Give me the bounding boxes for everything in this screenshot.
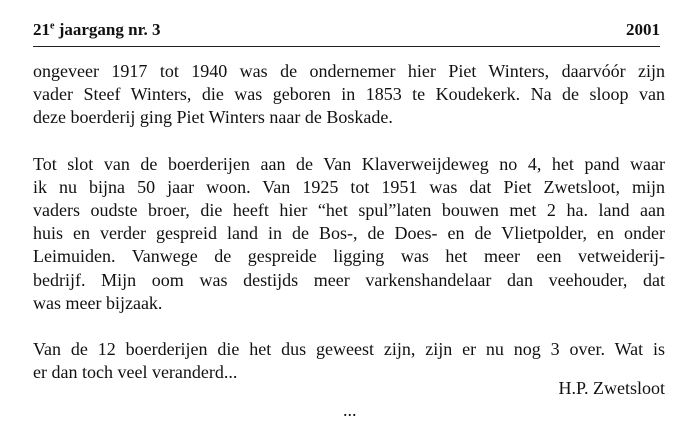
text-line: was meer bijzaak. bbox=[33, 292, 163, 313]
page-header bbox=[33, 18, 660, 47]
text-line: Tot slot van de boerderijen aan de Van Klaverweijdeweg no 4, het pand waar bbox=[33, 153, 665, 174]
paragraph-2 bbox=[33, 153, 665, 315]
text-line: er dan toch veel veranderd... bbox=[33, 362, 238, 383]
volume-number: 21 bbox=[33, 20, 50, 39]
text-line: huis en verder gespreid land in de Bos-, de Does- en de Vlietpolder, en onder bbox=[33, 223, 665, 244]
issue-year: 2001 bbox=[626, 20, 660, 39]
text-line: bedrijf. Mijn oom was destijds meer varkenshandelaar dan veehouder, dat bbox=[33, 269, 665, 290]
article-body bbox=[33, 60, 665, 407]
text-line: ongeveer 1917 tot 1940 was de ondernemer hier Piet Winters, daarvóór zijn bbox=[33, 61, 665, 81]
text-line: vaders oudste broer, die heeft hier “het spul”laten bouwen met 2 ha. land aan bbox=[33, 200, 665, 221]
text-line: vader Steef Winters, die was geboren in 1853 te Koudekerk. Na de sloop van bbox=[33, 84, 665, 105]
author-signature: H.P. Zwetsloot bbox=[558, 378, 665, 398]
issue-label bbox=[33, 20, 161, 40]
text-line: Leimuiden. Vanwege de gespreide ligging was het meer een vetweiderij- bbox=[33, 246, 665, 267]
volume-suffix: e bbox=[50, 20, 55, 32]
text-line: ik nu bijna 50 jaar woon. Van 1925 tot 1951 was dat Piet Zwetsloot, mijn bbox=[33, 176, 665, 197]
volume-rest: jaargang nr. 3 bbox=[54, 20, 161, 39]
text-line: deze boerderij ging Piet Winters naar de Boskade. bbox=[33, 107, 393, 128]
paragraph-1 bbox=[33, 60, 665, 130]
continuation-ellipsis: ... bbox=[343, 400, 357, 420]
text-line: Van de 12 boerderijen die het dus geweest zijn, zijn er nu nog 3 over. Wat is bbox=[33, 339, 665, 360]
